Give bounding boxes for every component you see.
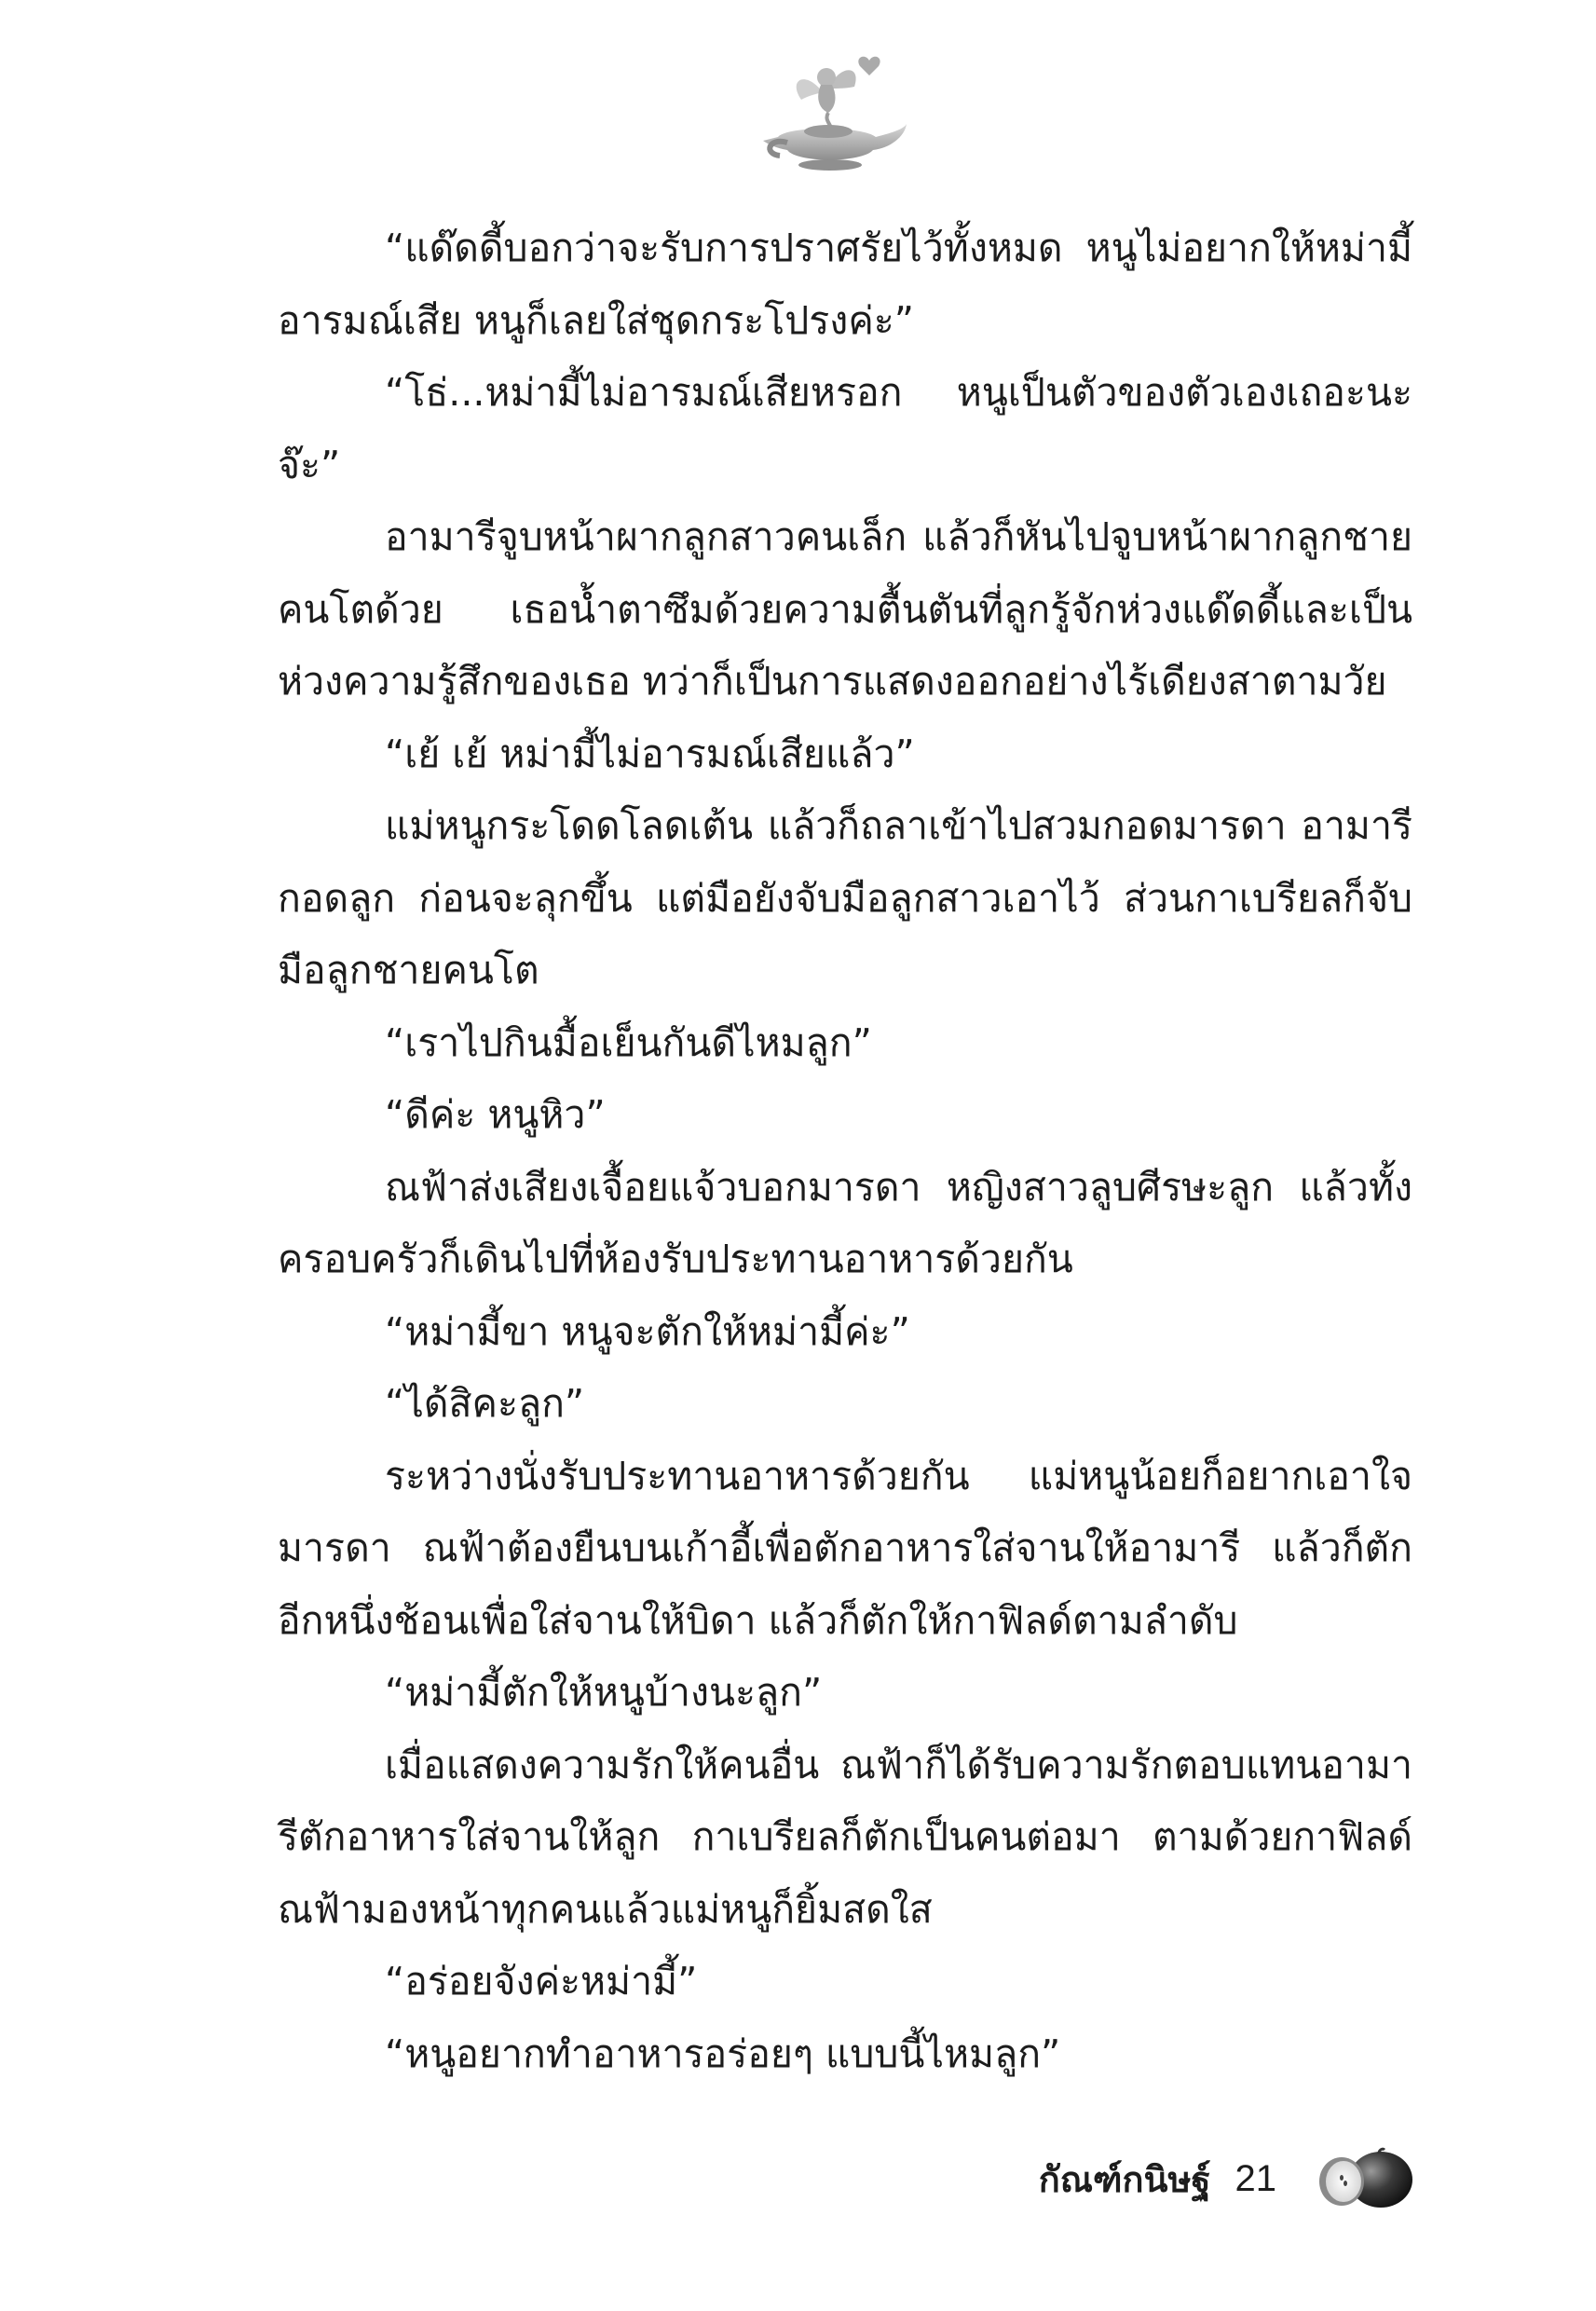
paragraph: “หนูอยากทำอาหารอร่อยๆ แบบนี้ไหมลูก”	[385, 2031, 1061, 2076]
paragraph: แม่หนูกระโดดโลดเต้น แล้วก็ถลาเข้าไปสวมกอดมารดา อามารีกอดลูก ก่อนจะลุกขึ้น แต่มือยังจับมือลูกสาวเอาไว้ ส่วนกาเบรียลก็จับมือลูกชายคนโต	[278, 803, 1412, 992]
apple-icon	[1314, 2146, 1414, 2211]
paragraph: เมื่อแสดงความรักให้คนอื่น ณฟ้าก็ได้รับความรักตอบแทนอามารีตักอาหารใส่จานให้ลูก กาเบรียลก็ตักเป็นคนต่อมา ตามด้วยกาฟิลด์ ณฟ้ามองหน้าทุกคนแล้วแม่หนูก็ยิ้มสดใส	[278, 1742, 1412, 1932]
paragraph: “อร่อยจังค่ะหม่ามี้”	[385, 1959, 698, 2003]
page-number: 21	[1235, 2157, 1276, 2199]
author-name: กัณฑ์กนิษฐ์	[1038, 2158, 1211, 2200]
paragraph: ระหว่างนั่งรับประทานอาหารด้วยกัน แม่หนูน้อยก็อยากเอาใจมารดา ณฟ้าต้องยืนบนเก้าอี้เพื่อตักอาหารใส่จานให้อามารี แล้วก็ตักอีกหนึ่งช้อนเพื่อใส่จานให้บิดา แล้วก็ตักให้กาฟิลด์ตามลำดับ	[278, 1453, 1412, 1643]
paragraph: “เราไปกินมื้อเย็นกันดีไหมลูก”	[385, 1019, 872, 1065]
story-body	[278, 212, 1412, 2090]
paragraph: “ได้สิคะลูก”	[385, 1381, 585, 1426]
paragraph: “เย้ เย้ หม่ามี้ไม่อารมณ์เสียแล้ว”	[385, 731, 915, 776]
paragraph: “หม่ามี้ขา หนูจะตักให้หม่ามี้ค่ะ”	[385, 1308, 910, 1354]
paragraph: อามารีจูบหน้าผากลูกสาวคนเล็ก แล้วก็หันไปจูบหน้าผากลูกชายคนโตด้วย เธอน้ำตาซึมด้วยความตื้นตันที่ลูกรู้จักห่วงแด๊ดดี้และเป็นห่วงความรู้สึกของเธอ ทว่าก็เป็นการแสดงออกอย่างไร้เดียงสาตามวัย	[278, 514, 1412, 704]
paragraph: ณฟ้าส่งเสียงเจื้อยแจ้วบอกมารดา หญิงสาวลูบศีรษะลูก แล้วทั้งครอบครัวก็เดินไปที่ห้องรับประทานอาหารด้วยกัน	[278, 1164, 1412, 1281]
genie-lamp-cherub-icon	[750, 51, 908, 172]
paragraph: “โธ่...หม่ามี้ไม่อารมณ์เสียหรอก หนูเป็นตัวของตัวเองเถอะนะจ๊ะ”	[278, 370, 1412, 487]
paragraph: “หม่ามี้ตักให้หนูบ้างนะลูก”	[385, 1670, 823, 1715]
page-footer	[1039, 2141, 1414, 2216]
paragraph: “แด๊ดดี้บอกว่าจะรับการปราศรัยไว้ทั้งหมด หนูไม่อยากให้หม่ามี้อารมณ์เสีย หนูก็เลยใส่ชุดกระโปรงค่ะ”	[278, 226, 1412, 343]
paragraph: “ดีค่ะ หนูหิว”	[385, 1092, 606, 1137]
